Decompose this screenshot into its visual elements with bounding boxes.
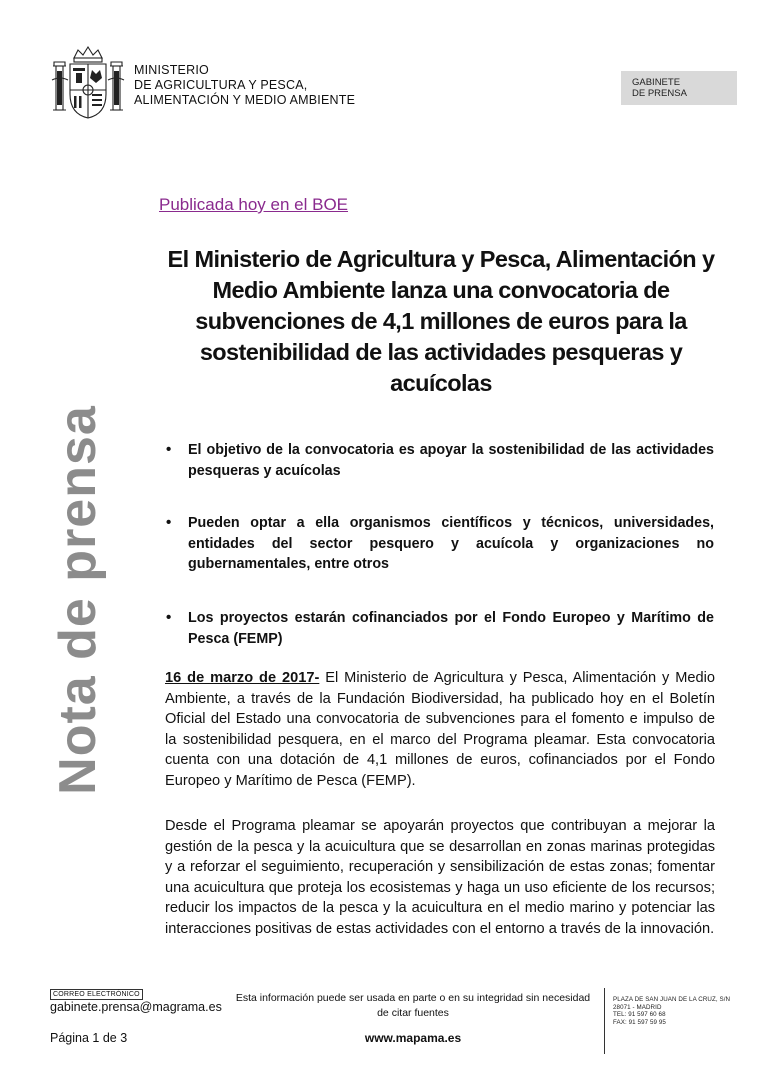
footer-divider	[604, 988, 605, 1054]
press-office-line: GABINETE	[632, 77, 681, 88]
address-line: PLAZA DE SAN JUAN DE LA CRUZ, S/N	[613, 996, 731, 1003]
boe-link[interactable]: Publicada hoy en el BOE	[159, 195, 349, 214]
coat-of-arms-icon	[50, 44, 126, 122]
bullet-text: Pueden optar a ella organismos científicos y técnicos, universidades, entidades del sector pesquero y acuícola y organizaciones no gubernamentales, entre otros	[188, 515, 714, 572]
headline: El Ministerio de Agricultura y Pesca, Alimentación y Medio Ambiente lanza una convocatoria de subvenciones de 4,1 millones de euros para la sostenibilidad de las actividades pesqueras y acuícolas	[167, 246, 715, 396]
bullet-item	[166, 513, 714, 575]
email-link[interactable]: gabinete.prensa@magrama.es	[50, 1000, 222, 1014]
bullet-icon: •	[166, 514, 172, 531]
bullet-item	[166, 608, 714, 649]
page-number: Página 1 de 3	[50, 1031, 128, 1045]
ministry-name	[134, 63, 355, 108]
address-line: TEL: 91 597 60 68	[613, 1011, 666, 1019]
email-label: CORREO ELECTRÓNICO	[50, 989, 143, 1000]
address-line: 28071 - MADRID	[613, 1003, 662, 1011]
press-release-label: Nota de prensa	[49, 405, 107, 795]
press-office-line: DE PRENSA	[632, 88, 687, 99]
bullet-icon: •	[166, 441, 172, 458]
press-office-box	[621, 71, 737, 105]
bullet-text: Los proyectos estarán cofinanciados por el Fondo Europeo y Marítimo de Pesca (FEMP)	[188, 610, 714, 647]
dateline: 16 de marzo de 2017-	[165, 670, 320, 686]
website-link[interactable]: www.mapama.es	[364, 1031, 462, 1045]
address-line: FAX: 91 597 59 95	[613, 1018, 666, 1026]
body-paragraph: Desde el Programa pleamar se apoyarán proyectos que contribuyan a mejorar la gestión de la pesca y la acuicultura que se desarrollan en zonas marinas protegidas y a reforzar el seguimiento, recuperación y sensibilización de estas zonas; fomentar una acuicultura que proteja los ecosistemas y haga un uso eficiente de los recursos; reducir los impactos de la pesca y la acuicultura en el medio marino y potenciar las interacciones positivas de estas actividades con el entorno a través de la innovación.	[165, 818, 715, 937]
bullet-icon: •	[166, 609, 172, 626]
usage-disclaimer: Esta información puede ser usada en parte o en su integridad sin necesidad de citar fuentes	[235, 992, 591, 1019]
postal-address	[613, 996, 730, 1026]
bullet-item	[166, 440, 714, 481]
bullet-text: El objetivo de la convocatoria es apoyar la sostenibilidad de las actividades pesqueras y acuícolas	[188, 442, 714, 479]
body-paragraph	[165, 668, 715, 791]
ministry-line: DE AGRICULTURA Y PESCA,	[134, 78, 308, 92]
paragraph-text: El Ministerio de Agricultura y Pesca, Alimentación y Medio Ambiente, a través de la Fundación Biodiversidad, ha publicado hoy en el Boletín Oficial del Estado una convocatoria de subvenciones para el fomento e impulso de la sostenibilidad pesquera, en el marco del Programa pleamar. Esta convocatoria cuenta con una dotación de 4,1 millones de euros, cofinanciados por el Fondo Europeo y Marítimo de Pesca (FEMP).	[165, 670, 715, 789]
ministry-line: ALIMENTACIÓN Y MEDIO AMBIENTE	[134, 93, 356, 107]
ministry-line: MINISTERIO	[134, 63, 209, 77]
